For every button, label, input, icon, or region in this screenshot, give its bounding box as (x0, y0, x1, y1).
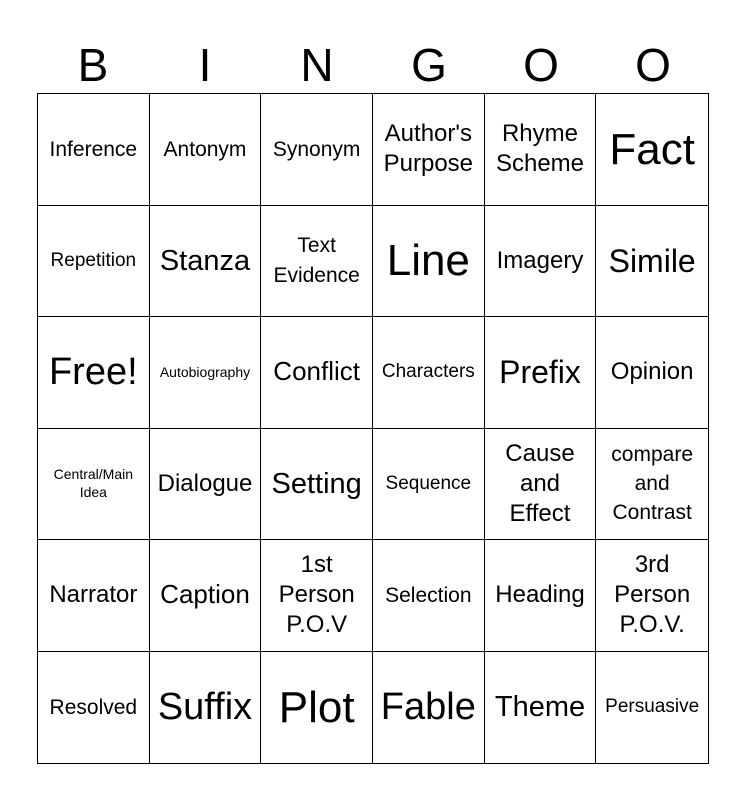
bingo-cell: Prefix (485, 317, 597, 429)
bingo-cell: Stanza (150, 206, 262, 318)
bingo-cell: Plot (261, 652, 373, 764)
bingo-cell: Persuasive (605, 696, 700, 718)
bingo-grid (37, 93, 709, 764)
bingo-cell: Author's Purpose (373, 94, 485, 206)
bingo-cell: 1st Person P.O.V (261, 540, 373, 652)
bingo-cell: Narrator (38, 540, 150, 652)
bingo-cell: Cause and Effect (485, 429, 597, 541)
bingo-cell: Fact (596, 94, 708, 206)
bingo-cell: Synonym (261, 94, 373, 206)
header-letter-o: O (523, 39, 559, 91)
bingo-cell: 3rd Person P.O.V. (596, 540, 708, 652)
header-letter-i: I (198, 39, 212, 91)
bingo-cell: Characters (373, 317, 485, 429)
bingo-cell: Fable (373, 652, 485, 764)
bingo-cell: Repetition (38, 206, 150, 318)
bingo-cell: Resolved (38, 652, 150, 764)
bingo-cell: Text Evidence (261, 206, 373, 318)
bingo-cell: Dialogue (150, 429, 262, 541)
bingo-cell: Setting (261, 429, 373, 541)
bingo-cell: Inference (38, 94, 150, 206)
bingo-cell: Sequence (373, 429, 485, 541)
bingo-cell: Autobiography (150, 317, 262, 429)
bingo-cell: Rhyme Scheme (485, 94, 597, 206)
bingo-cell: Caption (150, 540, 262, 652)
header-letter-o-2: O (635, 39, 671, 91)
bingo-cell: Imagery (485, 206, 597, 318)
bingo-cell: Conflict (261, 317, 373, 429)
header-letter-b: B (77, 39, 109, 91)
bingo-cell: Simile (596, 206, 708, 318)
bingo-cell: Theme (485, 652, 597, 764)
header-letter-n: N (300, 39, 334, 91)
bingo-cell: Central/Main Idea (38, 429, 150, 541)
bingo-cell: Selection (373, 540, 485, 652)
bingo-cell: Antonym (150, 94, 262, 206)
bingo-header (37, 36, 709, 94)
bingo-cell: Line (373, 206, 485, 318)
bingo-cell-free: Free! (38, 317, 150, 429)
bingo-cell: Suffix (150, 652, 262, 764)
bingo-cell: Opinion (596, 317, 708, 429)
bingo-cell: Heading (485, 540, 597, 652)
bingo-cell: compare and Contrast (596, 429, 708, 541)
header-letter-g: G (411, 39, 447, 91)
